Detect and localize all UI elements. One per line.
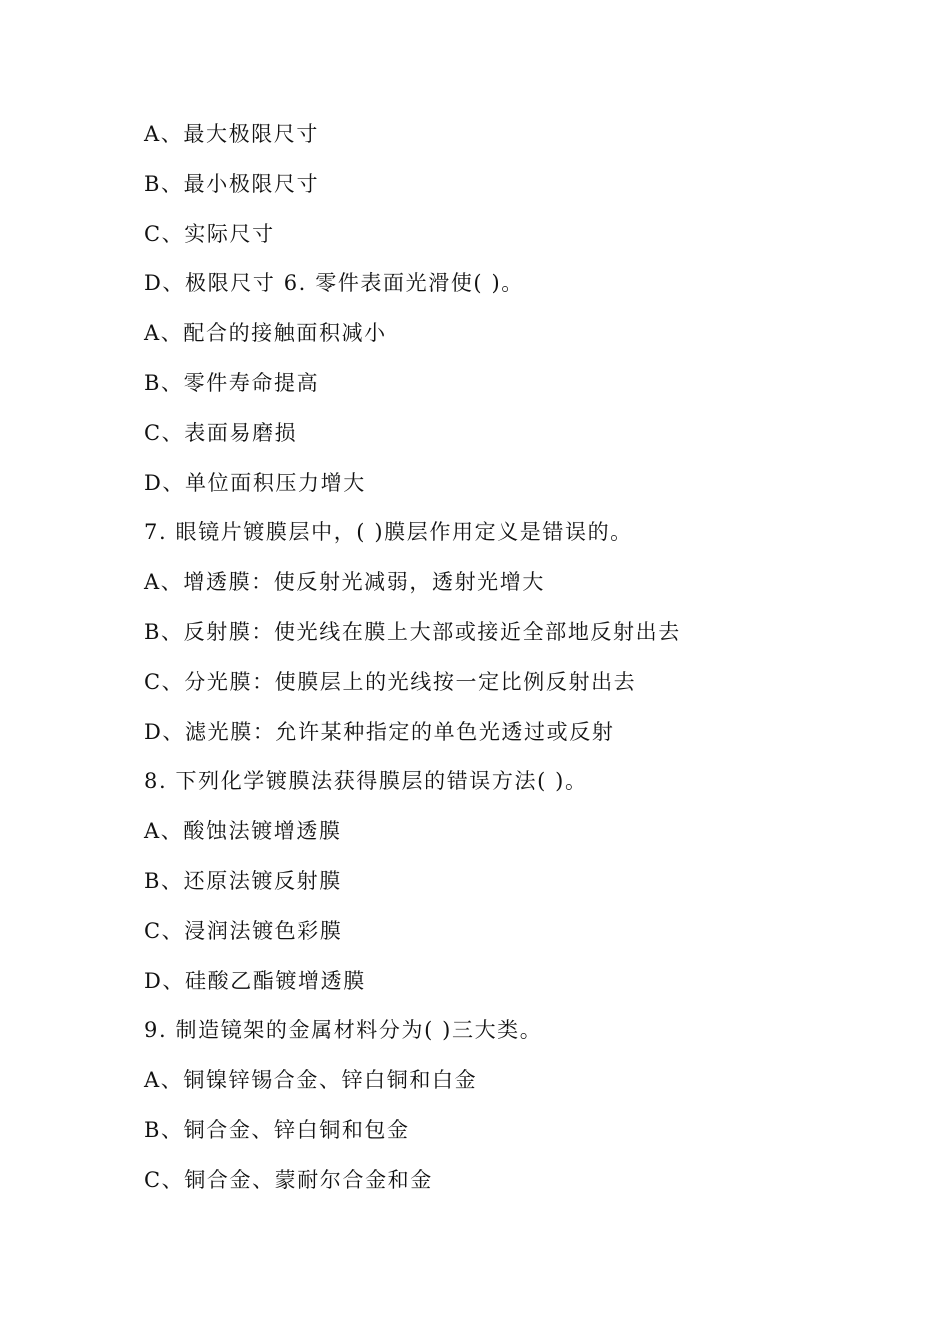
option-line: A、铜镍锌锡合金、锌白铜和白金 [144, 1068, 478, 1093]
option-line: D、单位面积压力增大 [144, 470, 366, 495]
question-line: 9. 制造镜架的金属材料分为( )三大类。 [144, 1018, 543, 1043]
option-line: C、实际尺寸 [144, 221, 275, 246]
option-line: A、最大极限尺寸 [144, 122, 319, 146]
option-line: B、还原法镀反射膜 [144, 868, 342, 893]
option-line: B、铜合金、锌白铜和包金 [144, 1117, 410, 1142]
option-line: C、表面易磨损 [144, 420, 298, 445]
option-line: C、分光膜：使膜层上的光线按一定比例反射出去 [144, 669, 637, 694]
option-line: C、铜合金、蒙耐尔合金和金 [144, 1167, 433, 1192]
question-list [144, 116, 904, 1212]
question-line: 8. 下列化学镀膜法获得膜层的错误方法( )。 [144, 769, 588, 794]
option-line: A、增透膜：使反射光减弱，透射光增大 [144, 570, 545, 595]
option-line: B、最小极限尺寸 [144, 171, 320, 196]
option-line: A、酸蚀法镀增透膜 [144, 819, 342, 844]
option-line: D、滤光膜：允许某种指定的单色光透过或反射 [144, 719, 615, 744]
option-line: B、反射膜：使光线在膜上大部或接近全部地反射出去 [144, 619, 681, 644]
option-line: A、配合的接触面积减小 [144, 321, 387, 346]
option-line: B、零件寿命提高 [144, 370, 320, 395]
question-line: 7. 眼镜片镀膜层中，( )膜层作用定义是错误的。 [144, 520, 633, 545]
option-line: C、浸润法镀色彩膜 [144, 918, 343, 943]
option-line: D、硅酸乙酯镀增透膜 [144, 968, 366, 993]
option-line: D、极限尺寸 6. 零件表面光滑使( )。 [144, 271, 524, 296]
